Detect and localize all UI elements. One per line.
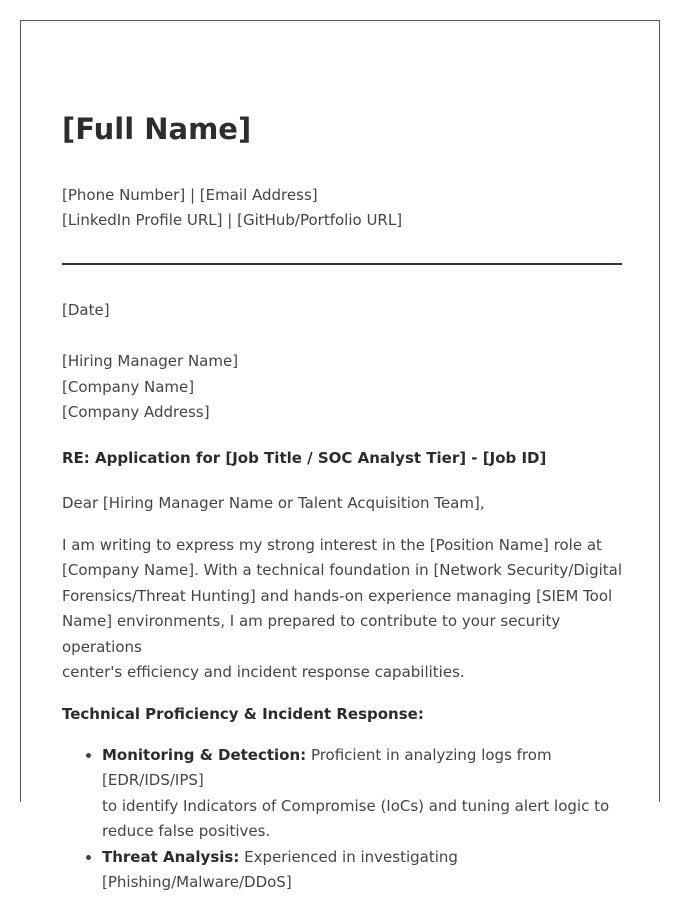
subject-line: RE: Application for [Job Title / SOC Analyst Tier] - [Job ID] [62,448,547,467]
bullet-label: Monitoring & Detection: [102,745,307,764]
bullet-item-threat-analysis [102,845,622,896]
contact-block [62,183,622,233]
bullet-item-monitoring [102,743,622,845]
header-divider [62,263,622,265]
recipient-company-name: [Company Name] [62,377,195,396]
intro-line: center's efficiency and incident response capabilities. [62,663,465,681]
bullet-text-line: Experienced in investigating [Phishing/Malware/DDoS] [102,847,458,891]
intro-paragraph [62,533,622,686]
recipient-manager-name: [Hiring Manager Name] [62,352,239,370]
letter-date: [Date] [62,301,110,319]
skills-bullet-list [62,743,622,896]
intro-line: I am writing to express my strong interest in the [Position Name] role at [62,535,602,554]
bullet-text-line: Proficient in analyzing logs from [EDR/IDS/IPS] [102,745,552,789]
bullet-text-line: to identify Indicators of Compromise (IoCs) and tuning alert logic to [102,796,610,815]
bullet-text-line: reduce false positives. [102,822,271,840]
salutation: Dear [Hiring Manager Name or Talent Acquisition Team], [62,493,485,512]
section-heading-technical: Technical Proficiency & Incident Response: [62,704,424,723]
full-name-heading: [Full Name] [62,112,252,146]
bullet-label: Threat Analysis: [102,847,240,866]
contact-line-phone-email: [Phone Number] | [Email Address] [62,186,318,204]
intro-line: Forensics/Threat Hunting] and hands-on experience managing [SIEM Tool [62,586,613,605]
intro-line: Name] environments, I am prepared to contribute to your security operations [62,612,561,656]
recipient-block [62,349,622,426]
contact-line-links: [LinkedIn Profile URL] | [GitHub/Portfolio URL] [62,211,403,229]
intro-line: [Company Name]. With a technical foundation in [Network Security/Digital [62,561,622,579]
recipient-company-address: [Company Address] [62,403,210,421]
letter-content [62,109,622,896]
letter-page [20,20,660,891]
